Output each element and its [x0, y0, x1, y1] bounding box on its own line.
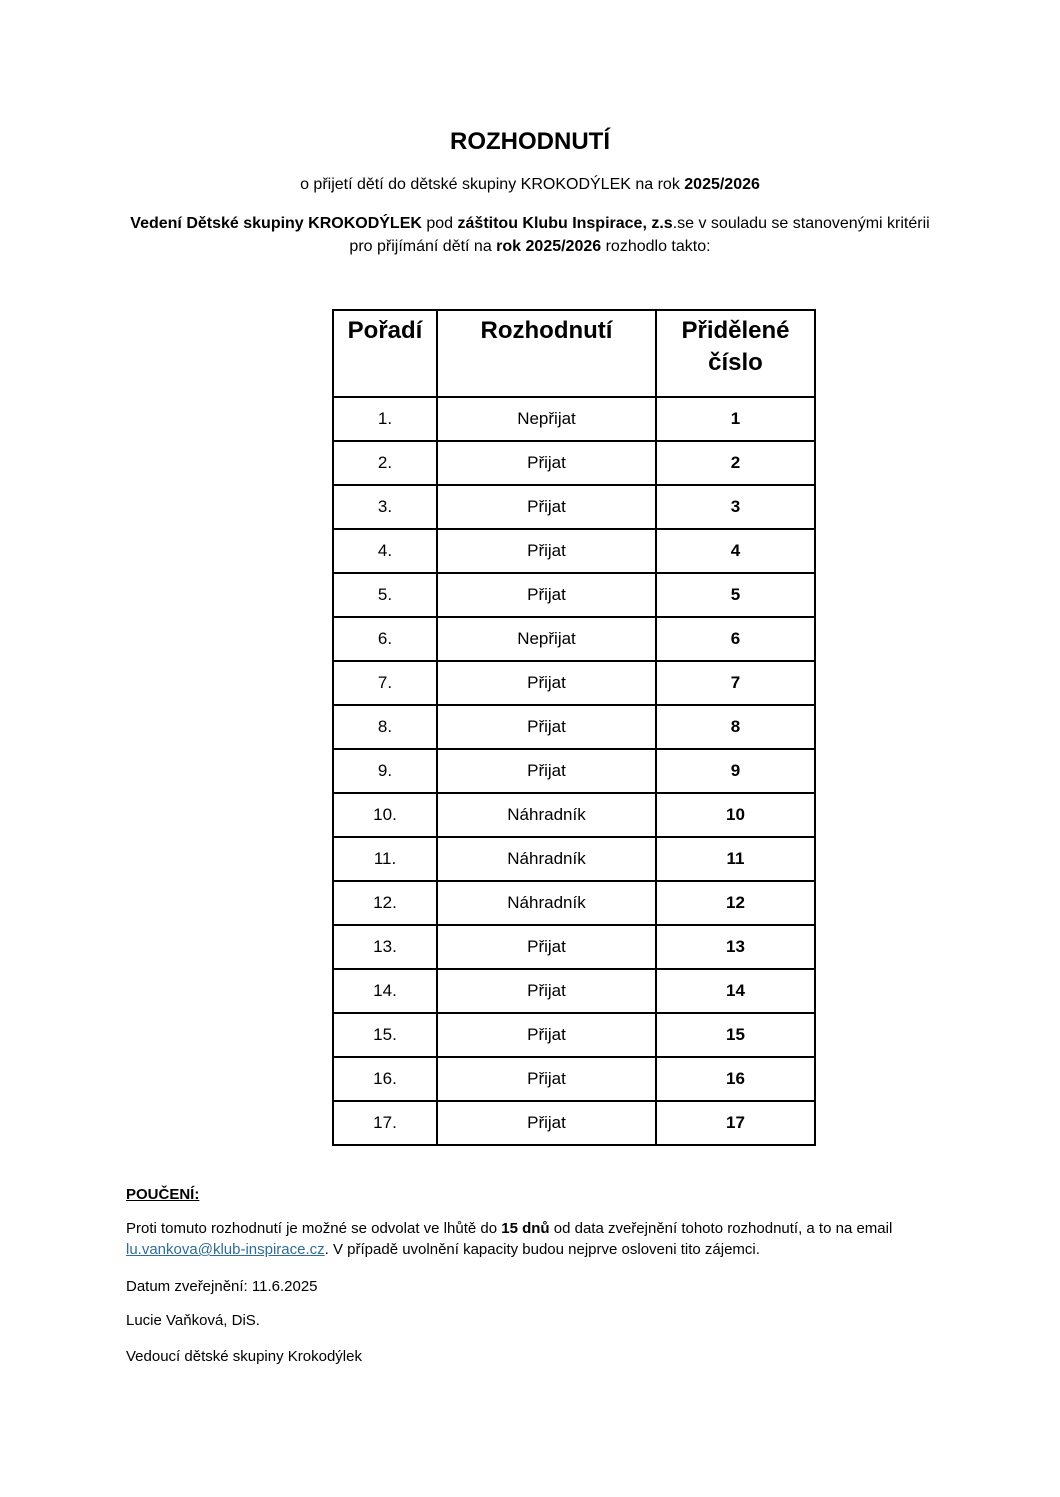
table-row [333, 969, 815, 1013]
number-cell: 17 [656, 1101, 815, 1145]
order-cell: 10. [333, 793, 437, 837]
decision-cell: Přijat [437, 1057, 656, 1101]
order-cell: 2. [333, 441, 437, 485]
intro-bold-3: rok 2025/2026 [496, 238, 602, 255]
signature-name: Lucie Vaňková, DiS. [126, 1312, 260, 1329]
number-cell: 15 [656, 1013, 815, 1057]
table-row [333, 749, 815, 793]
table-row [333, 925, 815, 969]
order-cell: 17. [333, 1101, 437, 1145]
order-cell: 13. [333, 925, 437, 969]
intro-paragraph [130, 212, 930, 258]
decision-cell: Přijat [437, 1101, 656, 1145]
order-cell: 14. [333, 969, 437, 1013]
order-cell: 8. [333, 705, 437, 749]
document-subtitle [0, 176, 1060, 194]
document-title: ROZHODNUTÍ [450, 128, 610, 155]
number-cell: 9 [656, 749, 815, 793]
number-cell: 5 [656, 573, 815, 617]
decision-cell: Přijat [437, 969, 656, 1013]
number-cell: 10 [656, 793, 815, 837]
number-cell: 12 [656, 881, 815, 925]
table-row [333, 529, 815, 573]
decision-cell: Přijat [437, 1013, 656, 1057]
decision-cell: Přijat [437, 573, 656, 617]
order-cell: 6. [333, 617, 437, 661]
table-row [333, 441, 815, 485]
intro-text-2: .se v souladu se stanovenými kritérii pro přijímání dětí na [349, 215, 930, 255]
number-cell: 1 [656, 397, 815, 441]
decision-cell: Přijat [437, 705, 656, 749]
notice-paragraph [126, 1218, 946, 1260]
notice-heading: POUČENÍ: [126, 1186, 200, 1203]
number-cell: 6 [656, 617, 815, 661]
number-cell: 8 [656, 705, 815, 749]
order-cell: 9. [333, 749, 437, 793]
order-cell: 15. [333, 1013, 437, 1057]
number-cell: 16 [656, 1057, 815, 1101]
decision-table [332, 309, 816, 1146]
table-row [333, 793, 815, 837]
decision-cell: Nepřijat [437, 617, 656, 661]
decision-cell: Nepřijat [437, 397, 656, 441]
order-cell: 11. [333, 837, 437, 881]
notice-text-2: od data zveřejnění tohoto rozhodnutí, a to na email [549, 1220, 893, 1237]
table-row [333, 837, 815, 881]
table-row [333, 573, 815, 617]
number-cell: 11 [656, 837, 815, 881]
decision-cell: Přijat [437, 661, 656, 705]
table-row [333, 881, 815, 925]
notice-text-1: Proti tomuto rozhodnutí je možné se odvolat ve lhůtě do [126, 1220, 502, 1237]
subtitle-text: o přijetí dětí do dětské skupiny KROKODÝLEK na rok [300, 176, 685, 193]
number-cell: 4 [656, 529, 815, 573]
subtitle-year: 2025/2026 [684, 176, 760, 193]
decision-cell: Přijat [437, 441, 656, 485]
table-row [333, 1101, 815, 1145]
table-row [333, 705, 815, 749]
number-cell: 2 [656, 441, 815, 485]
decision-cell: Náhradník [437, 837, 656, 881]
order-cell: 12. [333, 881, 437, 925]
number-cell: 14 [656, 969, 815, 1013]
signature-role: Vedoucí dětské skupiny Krokodýlek [126, 1348, 362, 1365]
order-cell: 4. [333, 529, 437, 573]
decision-cell: Přijat [437, 485, 656, 529]
notice-deadline: 15 dnů [501, 1220, 550, 1237]
decision-cell: Přijat [437, 529, 656, 573]
order-cell: 5. [333, 573, 437, 617]
publication-date: Datum zveřejnění: 11.6.2025 [126, 1278, 318, 1295]
header-order: Pořadí [333, 310, 437, 397]
order-cell: 1. [333, 397, 437, 441]
order-cell: 7. [333, 661, 437, 705]
decision-cell: Náhradník [437, 793, 656, 837]
number-cell: 13 [656, 925, 815, 969]
decision-cell: Přijat [437, 749, 656, 793]
order-cell: 16. [333, 1057, 437, 1101]
header-number: Přidělené číslo [656, 310, 815, 397]
table-header-row [333, 310, 815, 397]
decision-cell: Přijat [437, 925, 656, 969]
decision-cell: Náhradník [437, 881, 656, 925]
table-row [333, 485, 815, 529]
intro-text-3: rozhodlo takto: [601, 238, 711, 255]
number-cell: 3 [656, 485, 815, 529]
header-decision: Rozhodnutí [437, 310, 656, 397]
email-link[interactable]: lu.vankova@klub-inspirace.cz [126, 1241, 325, 1258]
number-cell: 7 [656, 661, 815, 705]
order-cell: 3. [333, 485, 437, 529]
table-row [333, 661, 815, 705]
notice-text-3: . V případě uvolnění kapacity budou nejprve osloveni tito zájemci. [324, 1241, 760, 1258]
intro-text-1: pod [421, 215, 458, 232]
table-row [333, 1013, 815, 1057]
table-row [333, 617, 815, 661]
intro-bold-1: Vedení Dětské skupiny KROKODÝLEK [130, 215, 422, 232]
table-row [333, 397, 815, 441]
table-row [333, 1057, 815, 1101]
intro-bold-2: záštitou Klubu Inspirace, z.s [457, 215, 673, 232]
